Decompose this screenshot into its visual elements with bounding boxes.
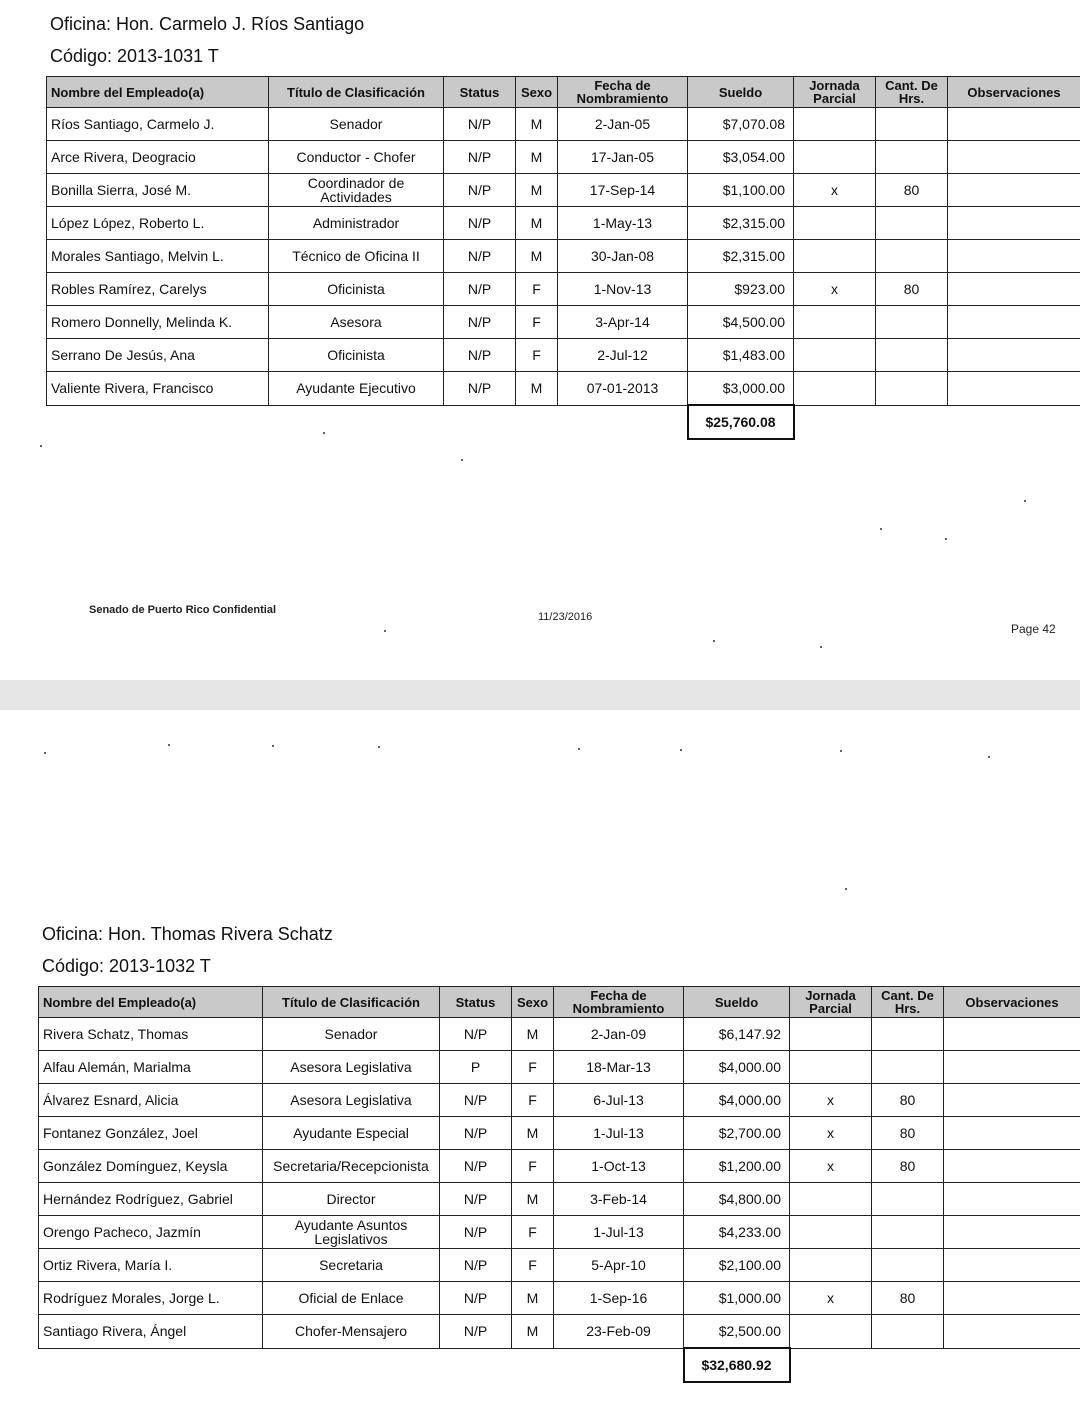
employee-name: Fontanez González, Joel bbox=[39, 1117, 263, 1150]
appointment-date: 5-Apr-10 bbox=[554, 1249, 684, 1282]
partial-shift-cell: x bbox=[790, 1084, 872, 1117]
notes-cell bbox=[948, 240, 1080, 273]
sex-cell: M bbox=[512, 1315, 554, 1349]
hours-cell bbox=[876, 108, 948, 141]
header-sex: Sexo bbox=[516, 77, 558, 108]
classification-title: Conductor - Chofer bbox=[269, 141, 444, 174]
status-cell: N/P bbox=[440, 1183, 512, 1216]
status-cell: N/P bbox=[440, 1249, 512, 1282]
employee-name: Arce Rivera, Deogracio bbox=[47, 141, 269, 174]
total-salary: $25,760.08 bbox=[688, 405, 794, 439]
total-salary: $32,680.92 bbox=[684, 1348, 790, 1382]
hours-cell: 80 bbox=[872, 1282, 944, 1315]
notes-cell bbox=[944, 1249, 1080, 1282]
salary-cell: $923.00 bbox=[688, 273, 794, 306]
footer-page-number: Page 42 bbox=[1011, 622, 1056, 636]
sex-cell: M bbox=[516, 108, 558, 141]
header-date: Fecha de Nombramiento bbox=[554, 987, 684, 1018]
salary-cell: $2,500.00 bbox=[684, 1315, 790, 1349]
status-cell: N/P bbox=[440, 1216, 512, 1249]
header-name: Nombre del Empleado(a) bbox=[39, 987, 263, 1018]
office-code: Código: 2013-1032 T bbox=[42, 956, 211, 976]
status-cell: N/P bbox=[444, 108, 516, 141]
sex-cell: F bbox=[512, 1249, 554, 1282]
salary-cell: $1,483.00 bbox=[688, 339, 794, 372]
appointment-date: 1-Nov-13 bbox=[558, 273, 688, 306]
partial-shift-cell bbox=[790, 1249, 872, 1282]
hours-cell bbox=[876, 306, 948, 339]
status-cell: N/P bbox=[440, 1084, 512, 1117]
classification-title: Asesora Legislativa bbox=[263, 1084, 440, 1117]
hours-cell: 80 bbox=[872, 1150, 944, 1183]
appointment-date: 17-Jan-05 bbox=[558, 141, 688, 174]
status-cell: N/P bbox=[444, 339, 516, 372]
status-cell: N/P bbox=[444, 372, 516, 406]
partial-shift-cell bbox=[790, 1183, 872, 1216]
table-row bbox=[39, 1018, 1080, 1051]
employee-name: López López, Roberto L. bbox=[47, 207, 269, 240]
hours-cell: 80 bbox=[876, 273, 948, 306]
partial-shift-cell bbox=[794, 108, 876, 141]
status-cell: N/P bbox=[444, 174, 516, 207]
employee-table bbox=[38, 986, 1080, 1383]
classification-title: Oficial de Enlace bbox=[263, 1282, 440, 1315]
status-cell: N/P bbox=[440, 1117, 512, 1150]
appointment-date: 1-Oct-13 bbox=[554, 1150, 684, 1183]
header-title: Título de Clasificación bbox=[269, 77, 444, 108]
footer-confidential: Senado de Puerto Rico Confidential bbox=[89, 604, 277, 616]
hours-cell bbox=[876, 339, 948, 372]
sex-cell: F bbox=[516, 306, 558, 339]
partial-shift-cell: x bbox=[790, 1282, 872, 1315]
salary-cell: $2,315.00 bbox=[688, 240, 794, 273]
status-cell: N/P bbox=[440, 1018, 512, 1051]
employee-table bbox=[46, 76, 1080, 440]
notes-cell bbox=[948, 174, 1080, 207]
hours-cell bbox=[872, 1018, 944, 1051]
partial-shift-cell bbox=[790, 1051, 872, 1084]
header-salary: Sueldo bbox=[688, 77, 794, 108]
table-row bbox=[47, 372, 1080, 406]
sex-cell: F bbox=[512, 1150, 554, 1183]
salary-cell: $1,200.00 bbox=[684, 1150, 790, 1183]
table-row bbox=[39, 1282, 1080, 1315]
salary-cell: $4,500.00 bbox=[688, 306, 794, 339]
employee-name: Morales Santiago, Melvin L. bbox=[47, 240, 269, 273]
classification-title: Chofer-Mensajero bbox=[263, 1315, 440, 1349]
total-row bbox=[39, 1348, 1080, 1382]
appointment-date: 23-Feb-09 bbox=[554, 1315, 684, 1349]
header-notes: Observaciones bbox=[944, 987, 1080, 1018]
partial-shift-cell bbox=[794, 306, 876, 339]
salary-cell: $4,800.00 bbox=[684, 1183, 790, 1216]
hours-cell bbox=[872, 1315, 944, 1349]
status-cell: N/P bbox=[440, 1315, 512, 1349]
notes-cell bbox=[944, 1084, 1080, 1117]
classification-title: Senador bbox=[263, 1018, 440, 1051]
classification-title: Ayudante Ejecutivo bbox=[269, 372, 444, 406]
table-row bbox=[39, 1216, 1080, 1249]
table-row bbox=[47, 240, 1080, 273]
notes-cell bbox=[944, 1150, 1080, 1183]
header-title: Título de Clasificación bbox=[263, 987, 440, 1018]
office-code: Código: 2013-1031 T bbox=[50, 46, 219, 66]
sex-cell: M bbox=[512, 1117, 554, 1150]
salary-cell: $2,700.00 bbox=[684, 1117, 790, 1150]
header-partial: Jornada Parcial bbox=[794, 77, 876, 108]
status-cell: N/P bbox=[444, 207, 516, 240]
status-cell: N/P bbox=[440, 1150, 512, 1183]
partial-shift-cell: x bbox=[794, 273, 876, 306]
salary-cell: $1,100.00 bbox=[688, 174, 794, 207]
salary-cell: $2,315.00 bbox=[688, 207, 794, 240]
appointment-date: 6-Jul-13 bbox=[554, 1084, 684, 1117]
hours-cell: 80 bbox=[872, 1084, 944, 1117]
appointment-date: 1-Jul-13 bbox=[554, 1117, 684, 1150]
notes-cell bbox=[944, 1051, 1080, 1084]
partial-shift-cell bbox=[794, 141, 876, 174]
employee-name: Santiago Rivera, Ángel bbox=[39, 1315, 263, 1349]
hours-cell bbox=[872, 1051, 944, 1084]
employee-name: Bonilla Sierra, José M. bbox=[47, 174, 269, 207]
salary-cell: $3,000.00 bbox=[688, 372, 794, 406]
notes-cell bbox=[948, 273, 1080, 306]
status-cell: N/P bbox=[444, 240, 516, 273]
document-page-next bbox=[0, 710, 1080, 1413]
classification-title: Asesora Legislativa bbox=[263, 1051, 440, 1084]
table-row bbox=[39, 1315, 1080, 1349]
appointment-date: 1-Jul-13 bbox=[554, 1216, 684, 1249]
notes-cell bbox=[948, 108, 1080, 141]
status-cell: P bbox=[440, 1051, 512, 1084]
notes-cell bbox=[948, 306, 1080, 339]
employee-name: Serrano De Jesús, Ana bbox=[47, 339, 269, 372]
document-page-42 bbox=[0, 0, 1080, 680]
notes-cell bbox=[944, 1315, 1080, 1349]
appointment-date: 2-Jan-05 bbox=[558, 108, 688, 141]
table-row bbox=[39, 1117, 1080, 1150]
notes-cell bbox=[948, 372, 1080, 406]
table-row bbox=[47, 339, 1080, 372]
sex-cell: M bbox=[516, 174, 558, 207]
partial-shift-cell: x bbox=[794, 174, 876, 207]
classification-title: Secretaria/Recepcionista bbox=[263, 1150, 440, 1183]
sex-cell: M bbox=[516, 207, 558, 240]
partial-shift-cell: x bbox=[790, 1150, 872, 1183]
employee-name: Álvarez Esnard, Alicia bbox=[39, 1084, 263, 1117]
table-row bbox=[39, 1249, 1080, 1282]
employee-name: Rodríguez Morales, Jorge L. bbox=[39, 1282, 263, 1315]
table-row bbox=[47, 306, 1080, 339]
appointment-date: 18-Mar-13 bbox=[554, 1051, 684, 1084]
appointment-date: 1-Sep-16 bbox=[554, 1282, 684, 1315]
header-name: Nombre del Empleado(a) bbox=[47, 77, 269, 108]
classification-title: Ayudante Especial bbox=[263, 1117, 440, 1150]
partial-shift-cell bbox=[794, 339, 876, 372]
partial-shift-cell bbox=[790, 1216, 872, 1249]
table-row bbox=[47, 108, 1080, 141]
header-partial: Jornada Parcial bbox=[790, 987, 872, 1018]
salary-cell: $3,054.00 bbox=[688, 141, 794, 174]
salary-cell: $4,000.00 bbox=[684, 1051, 790, 1084]
footer-date: 11/23/2016 bbox=[538, 611, 593, 623]
hours-cell: 80 bbox=[876, 174, 948, 207]
table-row bbox=[47, 174, 1080, 207]
partial-shift-cell: x bbox=[790, 1117, 872, 1150]
partial-shift-cell bbox=[794, 207, 876, 240]
table-row bbox=[39, 1051, 1080, 1084]
sex-cell: F bbox=[512, 1216, 554, 1249]
header-hours: Cant. De Hrs. bbox=[872, 987, 944, 1018]
notes-cell bbox=[944, 1117, 1080, 1150]
sex-cell: M bbox=[512, 1183, 554, 1216]
employee-name: Orengo Pacheco, Jazmín bbox=[39, 1216, 263, 1249]
hours-cell bbox=[876, 141, 948, 174]
employee-name: Rivera Schatz, Thomas bbox=[39, 1018, 263, 1051]
appointment-date: 07-01-2013 bbox=[558, 372, 688, 406]
table-row bbox=[39, 1150, 1080, 1183]
classification-title: Administrador bbox=[269, 207, 444, 240]
appointment-date: 17-Sep-14 bbox=[558, 174, 688, 207]
table-row bbox=[47, 273, 1080, 306]
header-hours: Cant. De Hrs. bbox=[876, 77, 948, 108]
classification-title: Oficinista bbox=[269, 339, 444, 372]
sex-cell: F bbox=[516, 339, 558, 372]
appointment-date: 2-Jan-09 bbox=[554, 1018, 684, 1051]
employee-name: Ortiz Rivera, María I. bbox=[39, 1249, 263, 1282]
employee-name: González Domínguez, Keysla bbox=[39, 1150, 263, 1183]
appointment-date: 2-Jul-12 bbox=[558, 339, 688, 372]
notes-cell bbox=[948, 339, 1080, 372]
employee-name: Alfau Alemán, Marialma bbox=[39, 1051, 263, 1084]
sex-cell: F bbox=[516, 273, 558, 306]
page-separator bbox=[0, 680, 1080, 710]
employee-name: Robles Ramírez, Carelys bbox=[47, 273, 269, 306]
sex-cell: M bbox=[512, 1282, 554, 1315]
classification-title: Secretaria bbox=[263, 1249, 440, 1282]
status-cell: N/P bbox=[444, 273, 516, 306]
notes-cell bbox=[944, 1018, 1080, 1051]
classification-title: Coordinador de Actividades bbox=[269, 174, 444, 207]
header-status: Status bbox=[440, 987, 512, 1018]
header-notes: Observaciones bbox=[948, 77, 1080, 108]
header-salary: Sueldo bbox=[684, 987, 790, 1018]
header-date: Fecha de Nombramiento bbox=[558, 77, 688, 108]
partial-shift-cell bbox=[790, 1018, 872, 1051]
employee-name: Hernández Rodríguez, Gabriel bbox=[39, 1183, 263, 1216]
table-row bbox=[47, 207, 1080, 240]
status-cell: N/P bbox=[444, 141, 516, 174]
partial-shift-cell bbox=[790, 1315, 872, 1349]
table-row bbox=[39, 1183, 1080, 1216]
salary-cell: $6,147.92 bbox=[684, 1018, 790, 1051]
notes-cell bbox=[944, 1183, 1080, 1216]
classification-title: Senador bbox=[269, 108, 444, 141]
hours-cell bbox=[876, 207, 948, 240]
salary-cell: $1,000.00 bbox=[684, 1282, 790, 1315]
table-row bbox=[47, 141, 1080, 174]
hours-cell bbox=[872, 1216, 944, 1249]
employee-name: Ríos Santiago, Carmelo J. bbox=[47, 108, 269, 141]
salary-cell: $2,100.00 bbox=[684, 1249, 790, 1282]
total-row bbox=[47, 405, 1080, 439]
table-row bbox=[39, 1084, 1080, 1117]
employee-name: Romero Donnelly, Melinda K. bbox=[47, 306, 269, 339]
salary-cell: $7,070.08 bbox=[688, 108, 794, 141]
classification-title: Director bbox=[263, 1183, 440, 1216]
notes-cell bbox=[944, 1282, 1080, 1315]
appointment-date: 3-Feb-14 bbox=[554, 1183, 684, 1216]
office-title: Oficina: Hon. Thomas Rivera Schatz bbox=[42, 924, 333, 944]
sex-cell: F bbox=[512, 1051, 554, 1084]
sex-cell: M bbox=[512, 1018, 554, 1051]
header-status: Status bbox=[444, 77, 516, 108]
classification-title: Técnico de Oficina II bbox=[269, 240, 444, 273]
sex-cell: M bbox=[516, 141, 558, 174]
partial-shift-cell bbox=[794, 240, 876, 273]
appointment-date: 30-Jan-08 bbox=[558, 240, 688, 273]
hours-cell bbox=[872, 1183, 944, 1216]
employee-name: Valiente Rivera, Francisco bbox=[47, 372, 269, 406]
classification-title: Oficinista bbox=[269, 273, 444, 306]
salary-cell: $4,233.00 bbox=[684, 1216, 790, 1249]
salary-cell: $4,000.00 bbox=[684, 1084, 790, 1117]
status-cell: N/P bbox=[440, 1282, 512, 1315]
hours-cell bbox=[876, 240, 948, 273]
appointment-date: 3-Apr-14 bbox=[558, 306, 688, 339]
classification-title: Asesora bbox=[269, 306, 444, 339]
table-header-row bbox=[47, 77, 1080, 108]
office-title: Oficina: Hon. Carmelo J. Ríos Santiago bbox=[50, 14, 365, 34]
hours-cell bbox=[872, 1249, 944, 1282]
notes-cell bbox=[944, 1216, 1080, 1249]
table-header-row bbox=[39, 987, 1080, 1018]
sex-cell: M bbox=[516, 372, 558, 406]
status-cell: N/P bbox=[444, 306, 516, 339]
sex-cell: F bbox=[512, 1084, 554, 1117]
notes-cell bbox=[948, 207, 1080, 240]
hours-cell bbox=[876, 372, 948, 406]
hours-cell: 80 bbox=[872, 1117, 944, 1150]
partial-shift-cell bbox=[794, 372, 876, 406]
appointment-date: 1-May-13 bbox=[558, 207, 688, 240]
notes-cell bbox=[948, 141, 1080, 174]
sex-cell: M bbox=[516, 240, 558, 273]
header-sex: Sexo bbox=[512, 987, 554, 1018]
classification-title: Ayudante Asuntos Legislativos bbox=[263, 1216, 440, 1249]
